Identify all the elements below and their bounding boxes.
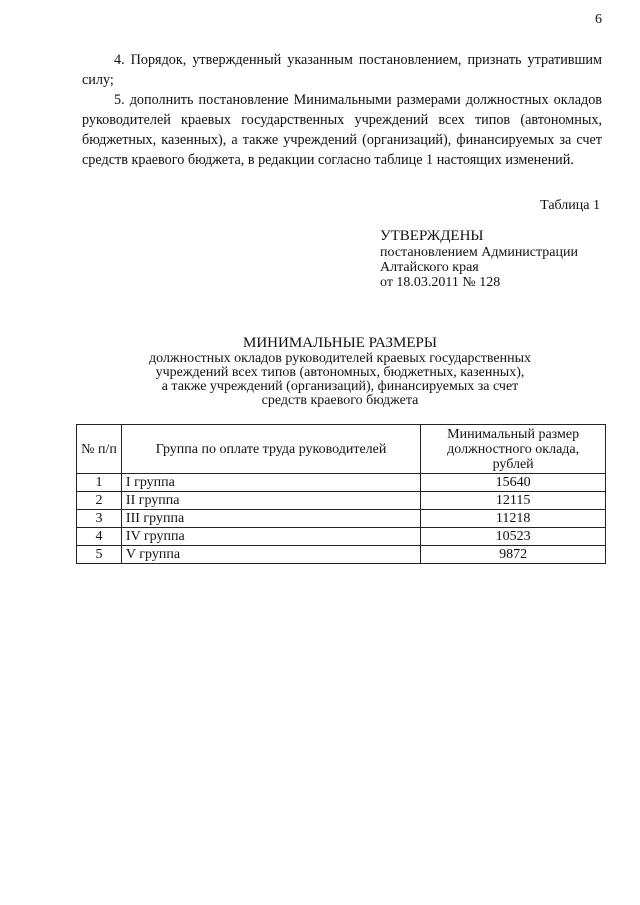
- approval-title: УТВЕРЖДЕНЫ: [380, 228, 484, 244]
- cell-amount: 11218: [421, 510, 606, 528]
- page-number: 6: [595, 12, 602, 27]
- cell-number: 5: [77, 546, 122, 564]
- document-subtitle-line: средств краевого бюджета: [261, 393, 419, 408]
- table-header-row: [77, 425, 606, 474]
- cell-amount: 15640: [421, 474, 606, 492]
- paragraph-item-5: 5. дополнить постановление Минимальными размерами должностных окладов руководителей краевых государственных учреждений всех типов (автономных, бюджетных, казенных), а также учреждений (организаций), финансируемых за счет средств краевого бюджета, в редакции согласно таблице 1 настоящих изменений.: [82, 92, 602, 168]
- cell-group: IV группа: [121, 528, 420, 546]
- cell-amount: 9872: [421, 546, 606, 564]
- cell-number: 2: [77, 492, 122, 510]
- table-row: [77, 546, 606, 564]
- approval-line: Алтайского края: [380, 260, 479, 275]
- header-group: Группа по оплате труда руководителей: [121, 425, 420, 474]
- paragraph-item-4: 4. Порядок, утвержденный указанным постановлением, признать утратившим силу;: [82, 52, 602, 88]
- cell-group: II группа: [121, 492, 420, 510]
- cell-number: 3: [77, 510, 122, 528]
- document-title-block: [110, 336, 570, 408]
- cell-group: III группа: [121, 510, 420, 528]
- document-subtitle-line: должностных окладов руководителей краевых государственных: [149, 351, 531, 366]
- approval-line: от 18.03.2011 № 128: [380, 275, 501, 290]
- table-row: [77, 492, 606, 510]
- table-caption: Таблица 1: [540, 198, 600, 213]
- table-row: [77, 528, 606, 546]
- cell-number: 1: [77, 474, 122, 492]
- document-subtitle-line: учреждений всех типов (автономных, бюджетных, казенных),: [155, 365, 525, 380]
- header-number: № п/п: [77, 425, 122, 474]
- table-row: [77, 474, 606, 492]
- table-row: [77, 510, 606, 528]
- approval-line: постановлением Администрации: [380, 245, 578, 260]
- document-title: МИНИМАЛЬНЫЕ РАЗМЕРЫ: [243, 335, 437, 351]
- cell-number: 4: [77, 528, 122, 546]
- document-subtitle-line: а также учреждений (организаций), финансируемых за счет: [161, 379, 519, 394]
- cell-group: I группа: [121, 474, 420, 492]
- approval-block: [380, 229, 620, 290]
- cell-amount: 12115: [421, 492, 606, 510]
- header-amount: Минимальный размер должностного оклада, рублей: [421, 425, 606, 474]
- cell-group: V группа: [121, 546, 420, 564]
- cell-amount: 10523: [421, 528, 606, 546]
- salary-table: [76, 424, 606, 564]
